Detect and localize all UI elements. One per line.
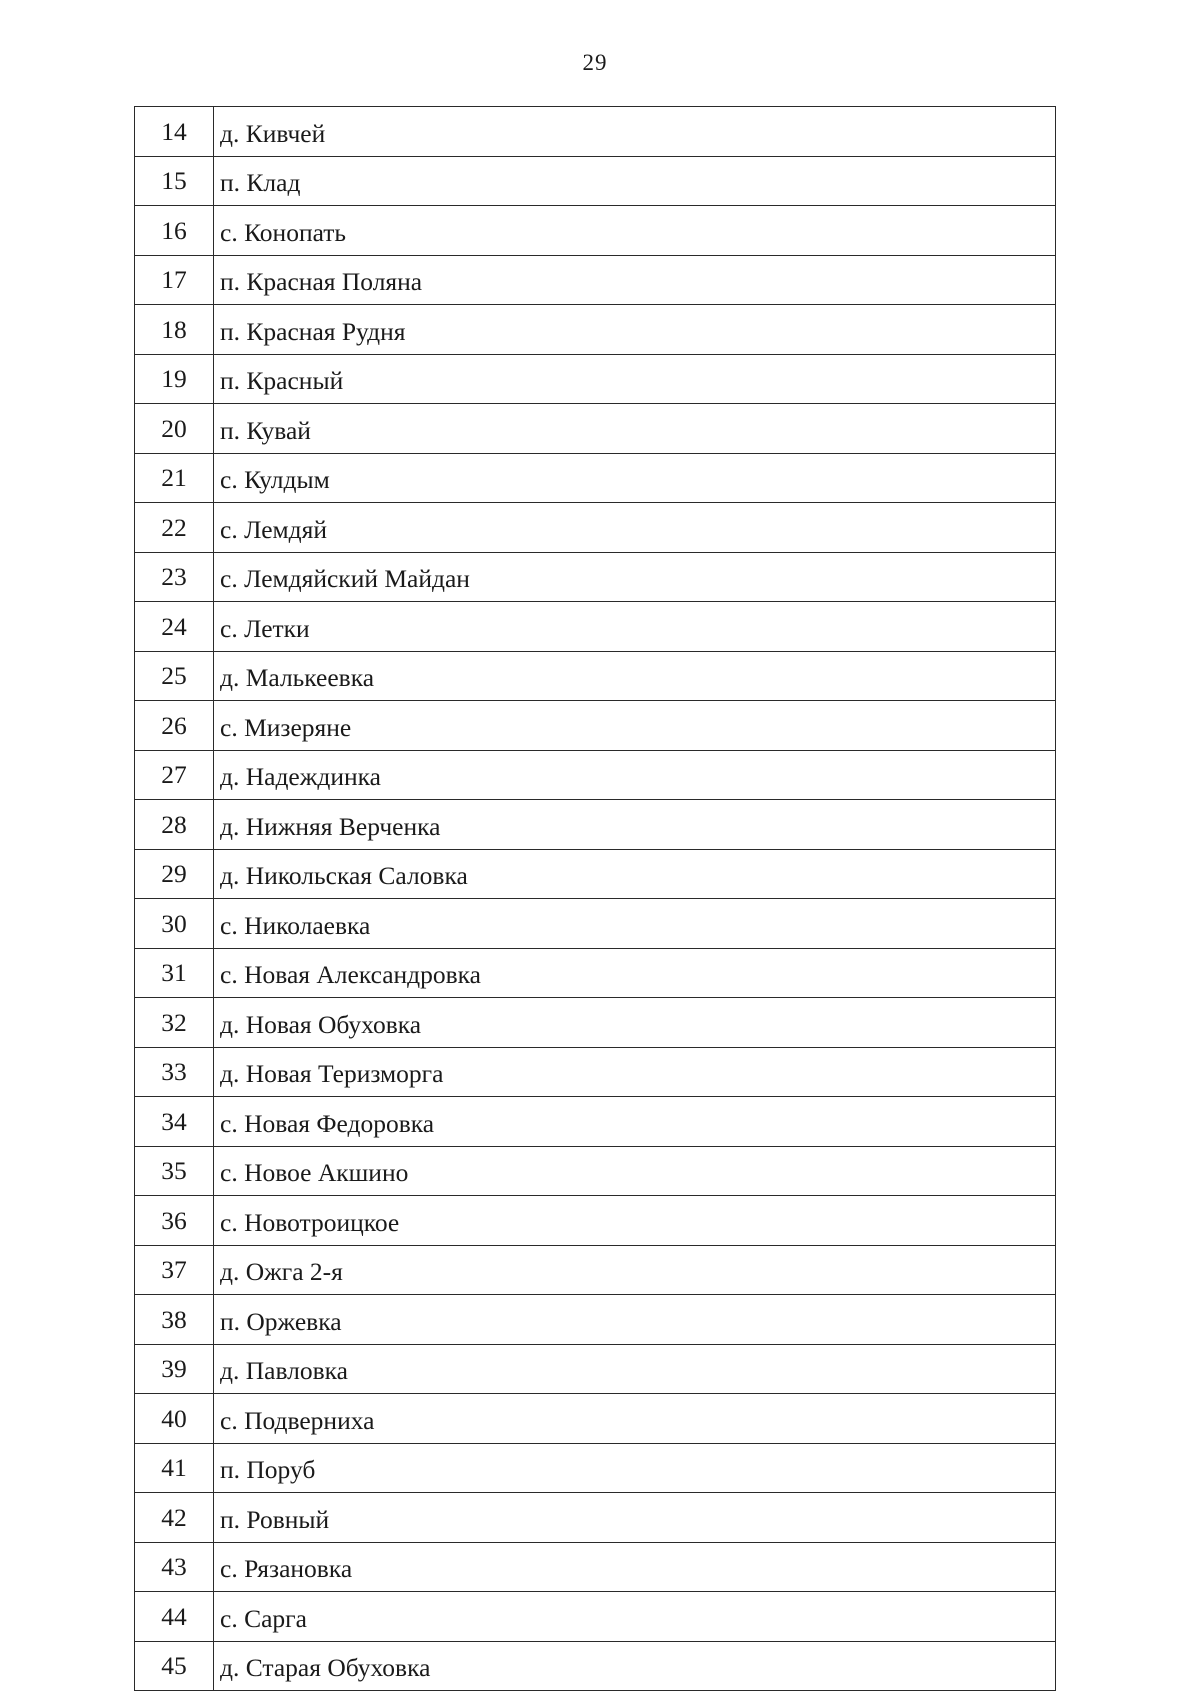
row-number: 44	[135, 1592, 214, 1642]
table-row	[135, 1295, 1056, 1345]
row-number: 23	[135, 552, 214, 602]
settlement-name: д. Старая Обуховка	[214, 1641, 1056, 1691]
table-row	[135, 1394, 1056, 1444]
table-row	[135, 354, 1056, 404]
settlement-name: с. Сарга	[214, 1592, 1056, 1642]
row-number: 33	[135, 1047, 214, 1097]
settlement-name: д. Новая Обуховка	[214, 998, 1056, 1048]
row-number: 19	[135, 354, 214, 404]
table-row	[135, 750, 1056, 800]
table-row	[135, 503, 1056, 553]
settlement-name: д. Малькеевка	[214, 651, 1056, 701]
table-row	[135, 899, 1056, 949]
table-row	[135, 948, 1056, 998]
table-row	[135, 602, 1056, 652]
table-row	[135, 1245, 1056, 1295]
table-row	[135, 800, 1056, 850]
table-row	[135, 998, 1056, 1048]
table-row	[135, 404, 1056, 454]
row-number: 38	[135, 1295, 214, 1345]
settlement-name: с. Летки	[214, 602, 1056, 652]
table-row	[135, 849, 1056, 899]
settlements-table-body	[135, 107, 1056, 1691]
row-number: 43	[135, 1542, 214, 1592]
settlement-name: с. Новая Александровка	[214, 948, 1056, 998]
row-number: 35	[135, 1146, 214, 1196]
settlement-name: с. Подверниха	[214, 1394, 1056, 1444]
row-number: 24	[135, 602, 214, 652]
table-row	[135, 453, 1056, 503]
settlement-name: п. Клад	[214, 156, 1056, 206]
table-row	[135, 1493, 1056, 1543]
settlement-name: с. Новая Федоровка	[214, 1097, 1056, 1147]
settlement-name: с. Лемдяйский Майдан	[214, 552, 1056, 602]
settlement-name: д. Ожга 2-я	[214, 1245, 1056, 1295]
table-row	[135, 701, 1056, 751]
settlement-name: д. Новая Теризморга	[214, 1047, 1056, 1097]
settlement-name: п. Красная Рудня	[214, 305, 1056, 355]
settlement-name: п. Ровный	[214, 1493, 1056, 1543]
table-row	[135, 1047, 1056, 1097]
row-number: 32	[135, 998, 214, 1048]
row-number: 39	[135, 1344, 214, 1394]
table-row	[135, 1196, 1056, 1246]
settlement-name: с. Николаевка	[214, 899, 1056, 949]
table-row	[135, 1542, 1056, 1592]
table-row	[135, 1146, 1056, 1196]
table-row	[135, 255, 1056, 305]
row-number: 29	[135, 849, 214, 899]
settlement-name: с. Лемдяй	[214, 503, 1056, 553]
table-row	[135, 1592, 1056, 1642]
table-row	[135, 1641, 1056, 1691]
row-number: 40	[135, 1394, 214, 1444]
table-row	[135, 1443, 1056, 1493]
table-row	[135, 206, 1056, 256]
row-number: 16	[135, 206, 214, 256]
table-row	[135, 156, 1056, 206]
table-row	[135, 651, 1056, 701]
settlements-table	[134, 106, 1056, 1691]
table-row	[135, 1344, 1056, 1394]
settlement-name: с. Новое Акшино	[214, 1146, 1056, 1196]
settlement-name: п. Поруб	[214, 1443, 1056, 1493]
row-number: 21	[135, 453, 214, 503]
settlement-name: п. Красный	[214, 354, 1056, 404]
settlement-name: п. Оржевка	[214, 1295, 1056, 1345]
row-number: 45	[135, 1641, 214, 1691]
row-number: 31	[135, 948, 214, 998]
row-number: 36	[135, 1196, 214, 1246]
settlement-name: с. Конопать	[214, 206, 1056, 256]
settlement-name: с. Мизеряне	[214, 701, 1056, 751]
table-row	[135, 1097, 1056, 1147]
settlement-name: с. Новотроицкое	[214, 1196, 1056, 1246]
row-number: 28	[135, 800, 214, 850]
settlement-name: д. Павловка	[214, 1344, 1056, 1394]
table-row	[135, 305, 1056, 355]
row-number: 20	[135, 404, 214, 454]
settlement-name: п. Кувай	[214, 404, 1056, 454]
row-number: 15	[135, 156, 214, 206]
row-number: 26	[135, 701, 214, 751]
settlement-name: д. Кивчей	[214, 107, 1056, 157]
settlement-name: п. Красная Поляна	[214, 255, 1056, 305]
table-row	[135, 552, 1056, 602]
settlement-name: д. Надеждинка	[214, 750, 1056, 800]
page-number: 29	[582, 50, 608, 75]
row-number: 14	[135, 107, 214, 157]
row-number: 25	[135, 651, 214, 701]
row-number: 34	[135, 1097, 214, 1147]
table-row	[135, 107, 1056, 157]
row-number: 37	[135, 1245, 214, 1295]
row-number: 42	[135, 1493, 214, 1543]
settlement-name: д. Нижняя Верченка	[214, 800, 1056, 850]
row-number: 18	[135, 305, 214, 355]
row-number: 41	[135, 1443, 214, 1493]
settlement-name: д. Никольская Саловка	[214, 849, 1056, 899]
row-number: 30	[135, 899, 214, 949]
settlement-name: с. Рязановка	[214, 1542, 1056, 1592]
row-number: 22	[135, 503, 214, 553]
settlement-name: с. Кулдым	[214, 453, 1056, 503]
row-number: 27	[135, 750, 214, 800]
row-number: 17	[135, 255, 214, 305]
